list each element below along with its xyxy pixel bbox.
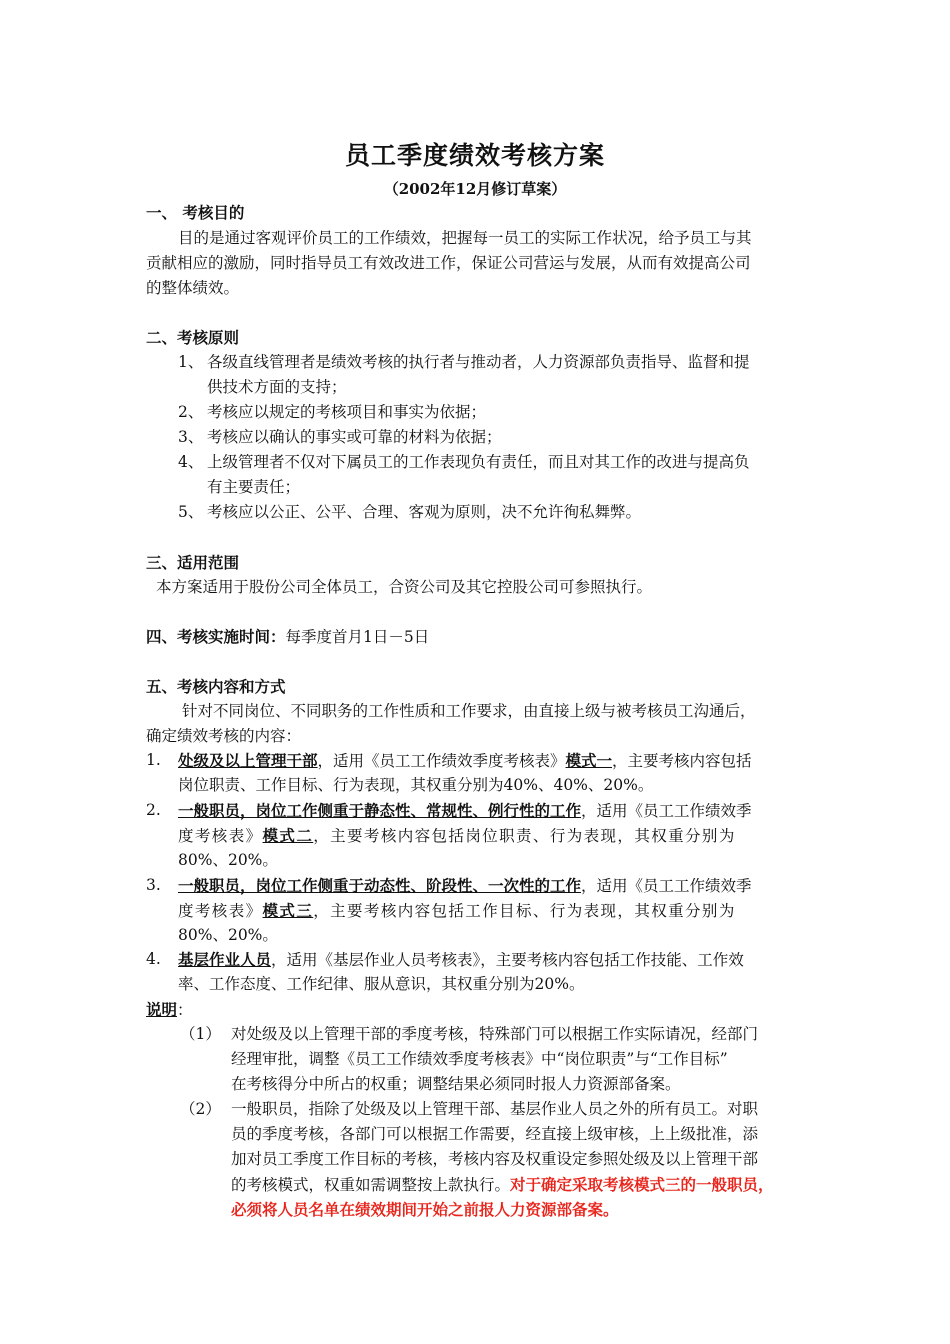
note-line [231, 1172, 774, 1198]
section-4-text: 每季度首月1日－5日 [285, 628, 430, 646]
assessment-line [178, 898, 736, 924]
note-text: 经理审批，调整《员工工作绩效季度考核表》中“岗位职责”与“工作目标” [231, 1050, 728, 1068]
assessment-text: 岗位职责、工作目标、行为表现，其权重分别为40%、40%、20%。 [178, 776, 654, 794]
principle-number: 1、 [178, 353, 204, 371]
principle-text: 上级管理者不仅对下属员工的工作表现负有责任，而且对其工作的改进与提高负 [207, 453, 750, 471]
section-3-heading: 三、适用范围 [146, 553, 240, 572]
principle-text: 考核应以公正、公平、合理、客观为原则，决不允许徇私舞弊。 [207, 503, 642, 521]
section-5-intro: 确定绩效考核的内容： [146, 727, 302, 745]
section-3-text: 本方案适用于股份公司全体员工，合资公司及其它控股公司可参照执行。 [156, 578, 653, 596]
assessment-number: 2. [146, 801, 161, 819]
section-1-heading: 一、 考核目的 [146, 203, 245, 222]
assessment-text: ，适用《员工工作绩效季 [581, 802, 752, 820]
assessment-line [178, 798, 752, 824]
note-text: 一般职员，指除了处级及以上管理干部、基层作业人员之外的所有员工。对职 [231, 1100, 759, 1118]
document-title: 员工季度绩效考核方案 [344, 141, 605, 170]
assessment-text: ，主要考核内容包括工作目标、行为表现，其权重分别为 [313, 902, 736, 920]
assessment-line [178, 873, 752, 899]
note-warning: 对于确定采取考核模式三的一般职员， [510, 1175, 774, 1194]
section-1-line: 贡献相应的激励，同时指导员工有效改进工作，保证公司营运与发展，从而有效提高公司 [146, 254, 751, 272]
note-text: 在考核得分中所占的权重；调整结果必须同时报人力资源部备案。 [231, 1075, 681, 1093]
assessment-target: 一般职员，岗位工作侧重于静态性、常规性、例行性的工作 [178, 801, 582, 820]
assessment-line [178, 823, 736, 849]
assessment-number: 1. [146, 751, 161, 769]
principle-text: 有主要责任； [207, 478, 301, 496]
assessment-text: 度考核表》 [178, 827, 263, 845]
principle-number: 4、 [178, 453, 204, 471]
assessment-mode: 模式三 [262, 901, 314, 920]
assessment-text: ，适用《基层作业人员考核表》，主要考核内容包括工作技能、工作效 [271, 951, 744, 969]
assessment-text: 度考核表》 [178, 902, 263, 920]
principle-text: 考核应以确认的事实或可靠的材料为依据； [207, 428, 502, 446]
assessment-target: 基层作业人员 [178, 950, 272, 969]
section-4-line [146, 624, 429, 650]
assessment-text: 80%、20%。 [178, 851, 278, 869]
principle-text: 供技术方面的支持； [207, 378, 347, 396]
note-number: （1） [180, 1025, 221, 1043]
note-warning: 必须将人员名单在绩效期间开始之前报人力资源部备案。 [231, 1200, 619, 1219]
assessment-text: 80%、20%。 [178, 926, 278, 944]
section-4-heading: 四、考核实施时间： [146, 627, 286, 646]
assessment-line [178, 748, 752, 774]
assessment-mode: 模式二 [262, 826, 314, 845]
notes-heading: 说明 [146, 1000, 178, 1019]
note-text: 对处级及以上管理干部的季度考核，特殊部门可以根据工作实际请况，经部门 [231, 1025, 759, 1043]
assessment-target: 一般职员，岗位工作侧重于动态性、阶段性、一次性的工作 [178, 876, 582, 895]
notes-colon: ： [177, 1001, 193, 1019]
notes-heading-line [146, 997, 193, 1023]
section-1-line: 的整体绩效。 [146, 279, 240, 297]
principle-number: 2、 [178, 403, 204, 421]
principle-number: 3、 [178, 428, 204, 446]
assessment-text: ，适用《员工工作绩效季度考核表》 [317, 752, 566, 770]
assessment-number: 4. [146, 950, 161, 968]
principle-text: 考核应以规定的考核项目和事实为依据； [207, 403, 487, 421]
note-text: 加对员工季度工作目标的考核，考核内容及权重设定参照处级及以上管理干部 [231, 1150, 759, 1168]
assessment-text: 率、工作态度、工作纪律、服从意识，其权重分别为20%。 [178, 975, 585, 993]
section-1-line: 目的是通过客观评价员工的工作绩效，把握每一员工的实际工作状况，给予员工与其 [178, 229, 752, 247]
note-number: （2） [180, 1100, 221, 1118]
assessment-number: 3. [146, 876, 161, 894]
section-5-intro: 针对不同岗位、不同职务的工作性质和工作要求，由直接上级与被考核员工沟通后， [182, 702, 756, 720]
note-text: 的考核模式，权重如需调整按上款执行。 [231, 1176, 511, 1194]
assessment-target: 处级及以上管理干部 [178, 751, 318, 770]
assessment-text: ，主要考核内容包括岗位职责、行为表现，其权重分别为 [313, 827, 736, 845]
section-5-heading: 五、考核内容和方式 [146, 677, 286, 696]
document-subtitle: （2002年12月修订草案） [383, 180, 567, 198]
assessment-text: ，主要考核内容包括 [612, 752, 752, 770]
principle-text: 各级直线管理者是绩效考核的执行者与推动者，人力资源部负责指导、监督和提 [207, 353, 750, 371]
note-text: 员的季度考核，各部门可以根据工作需要，经直接上级审核，上上级批准，添 [231, 1125, 759, 1143]
assessment-text: ，适用《员工工作绩效季 [581, 877, 752, 895]
assessment-mode: 模式一 [565, 751, 613, 770]
assessment-line [178, 947, 744, 973]
principle-number: 5、 [178, 503, 204, 521]
section-2-heading: 二、考核原则 [146, 328, 240, 347]
